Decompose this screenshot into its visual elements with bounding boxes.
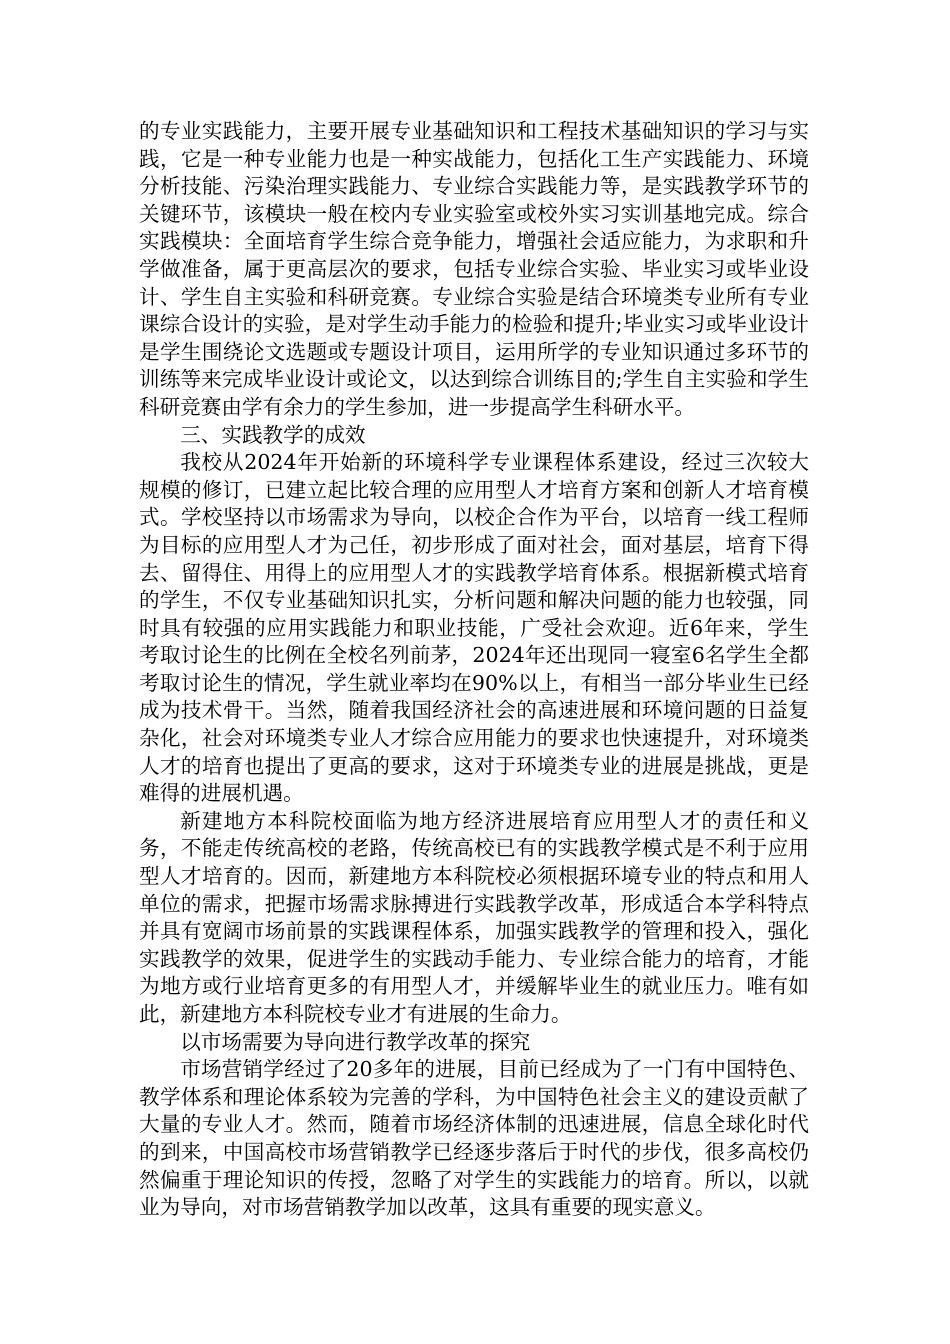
paragraph-results-2: 新建地方本科院校面临为地方经济进展培育应用型人才的责任和义务，不能走传统高校的老路，传统高校已有的实践教学模式是不利于应用型人才培育的。因而，新建地方本科院校必须根据环境专业的特点和用人单位的需求，把握市场需求脉搏进行实践教学改革，形成适合本学科特点并具有宽阔市场前景的实践课程体系，加强实践教学的管理和投入，强化实践教学的效果，促进学生的实践动手能力、专业综合能力的培育，才能为地方或行业培育更多的有用型人才，并缓解毕业生的就业压力。唯有如此，新建地方本科院校专业才有进展的生命力。 xyxy=(139,808,809,1026)
paragraph-continuation: 的专业实践能力，主要开展专业基础知识和工程技术基础知识的学习与实践，它是一种专业能力也是一种实战能力，包括化工生产实践能力、环境分析技能、污染治理实践能力、专业综合实践能力等，是实践教学环节的关键环节，该模块一般在校内专业实验室或校外实习实训基地完成。综合实践模块：全面培育学生综合竞争能力，增强社会适应能力，为求职和升学做准备，属于更高层次的要求，包括专业综合实验、毕业实习或毕业设计、学生自主实验和科研竞赛。专业综合实验是结合环境类专业所有专业课综合设计的实验，是对学生动手能力的检验和提升;毕业实习或毕业设计是学生围绕论文选题或专题设计项目，运用所学的专业知识通过多环节的训练等来完成毕业设计或论文，以达到综合训练目的;学生自主实验和学生科研竞赛由学有余力的学生参加，进一步提高学生科研水平。 xyxy=(139,119,809,419)
document-body xyxy=(139,118,809,1222)
section-heading-market-reform: 以市场需要为导向进行教学改革的探究 xyxy=(180,1029,531,1054)
paragraph-results-1: 我校从2024年开始新的环境科学专业课程体系建设，经过三次较大规模的修订，已建立起比较合理的应用型人才培育方案和创新人才培育模式。学校坚持以市场需求为导向，以校企合作为平台，以培育一线工程师为目标的应用型人才为己任，初步形成了面对社会，面对基层，培育下得去、留得住、用得上的应用型人才的实践教学培育体系。根据新模式培育的学生，不仅专业基础知识扎实，分析问题和解决问题的能力也较强，同时具有较强的应用实践能力和职业技能，广受社会欢迎。近6年来，学生考取讨论生的比例在全校名列前茅，2024年还出现同一寝室6名学生全都考取讨论生的情况，学生就业率均在90%以上，有相当一部分毕业生已经成为技术骨干。当然，随着我国经济社会的高速进展和环境问题的日益复杂化，社会对环境类专业人才综合应用能力的要求也快速提升，对环境类人才的培育也提出了更高的要求，这对于环境类专业的进展是挑战，更是难得的进展机遇。 xyxy=(139,450,809,806)
section-heading-practice-results: 三、实践教学的成效 xyxy=(180,422,366,447)
paragraph-market-1: 市场营销学经过了20多年的进展，目前已经成为了一门有中国特色、教学体系和理论体系较为完善的学科，为中国特色社会主义的建设贡献了大量的专业人才。然而，随着市场经济体制的迅速进展，信息全球化时代的到来，中国高校市场营销教学已经逐步落后于时代的步伐，很多高校仍然偏重于理论知识的传授，忽略了对学生的实践能力的培育。所以，以就业为导向，对市场营销教学加以改革，这具有重要的现实意义。 xyxy=(139,1057,809,1220)
